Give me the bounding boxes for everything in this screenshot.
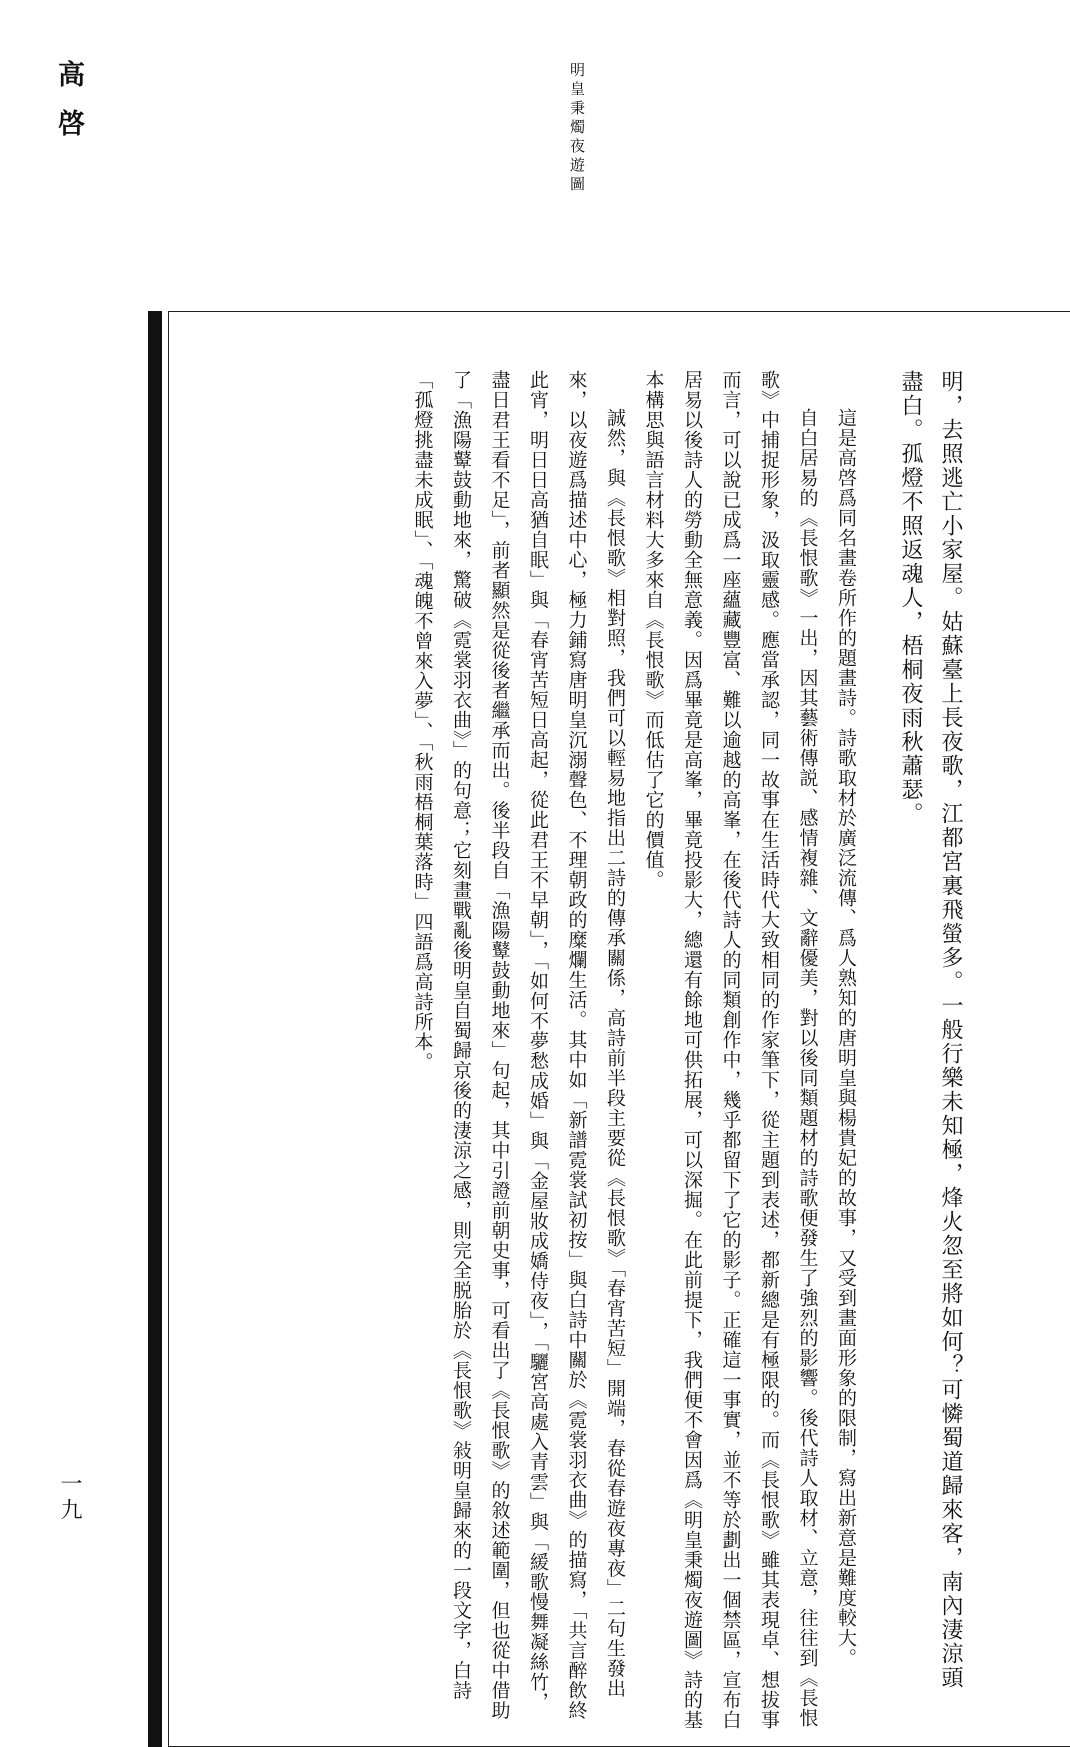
poem-title: 明皇秉燭夜遊圖 bbox=[568, 62, 586, 195]
poem-text: 明，去照逃亡小家屋。姑蘇臺上長夜歌，江都宮裏飛螢多。一般行樂未知極，烽火忽至將如何？可憐蜀道歸來客，南內淒涼頭盡白。孤燈不照返魂人，梧桐夜雨秋蕭瑟。 bbox=[898, 370, 963, 1690]
commentary-paragraph: 誠然，與《長恨歌》相對照，我們可以輕易地指出二詩的傳承關係，高詩前半段主要從《長恨歌》「春宵苦短」開端，春從春遊夜專夜」二句生發出來，以夜遊爲描述中心，極力鋪寫唐明皇沉溺聲色、不理朝政的糜爛生活。其中如「新譜霓裳試初按」與白詩中關於《霓裳羽衣曲》的描寫，「共言醉飲終此宵，明日日高猶自眠」與「春宵苦短日高起，從此君王不早朝」，「如何不夢愁成婚」與「金屋妝成嬌侍夜」，「驪宮高處入青雲」與「緩歌慢舞凝絲竹，盡日君王看不足」，前者顯然是從後者繼承而出。後半段自「漁陽鼙鼓動地來」句起，其中引證前朝史事，可看出了《長恨歌》的敘述範圍，但也從中借助了「漁陽鼙鼓動地來，驚破《霓裳羽衣曲》」的句意；它刻畫戰亂後明皇自蜀歸京後的淒涼之感，則完全脱胎於《長恨歌》敍明皇歸來的一段文字，白詩「孤燈挑盡未成眠」、「魂魄不曾來入夢」、「秋雨梧桐葉落時」四語爲高詩所本。 bbox=[411, 370, 626, 1721]
commentary-paragraph: 自白居易的《長恨歌》一出，因其藝術傳説、感情複雜、文辭優美，對以後同類題材的詩歌便發生了強烈的影響。後代詩人取材、立意，往往到《長恨歌》中捕捉形象，汲取靈感。應當承認，同一故事在生活時代大致相同的作家筆下，從主題到表述，都新總是有極限的。而《長恨歌》雖其表現卓、想拔事而言，可以說已成爲一座蘊藏豐富、難以逾越的高峯，在後代詩人的同類創作中，幾乎都留下了它的影子。正確這一事實，並不等於劃出一個禁區，宣布白居易以後詩人的勞動全無意義。因爲畢竟是高峯，畢竟投影大，總還有餘地可供拓展，可以深掘。在此前提下，我們便不會因爲《明皇秉燭夜遊圖》詩的基本構思與語言材料大多來自《長恨歌》而低估了它的價值。 bbox=[642, 370, 819, 1730]
commentary-box bbox=[168, 311, 1070, 1747]
commentary-paragraph: 這是高啓爲同名畫卷所作的題畫詩。詩歌取材於廣泛流傳、爲人熟知的唐明皇與楊貴妃的故事，又受到畫面形象的限制，寫出新意是難度較大。 bbox=[835, 408, 857, 1668]
author-heading: 高啓 bbox=[53, 60, 84, 158]
commentary-side-bar bbox=[148, 311, 162, 1747]
commentary-text bbox=[403, 370, 865, 1730]
page-number: 一九 bbox=[57, 1472, 82, 1524]
